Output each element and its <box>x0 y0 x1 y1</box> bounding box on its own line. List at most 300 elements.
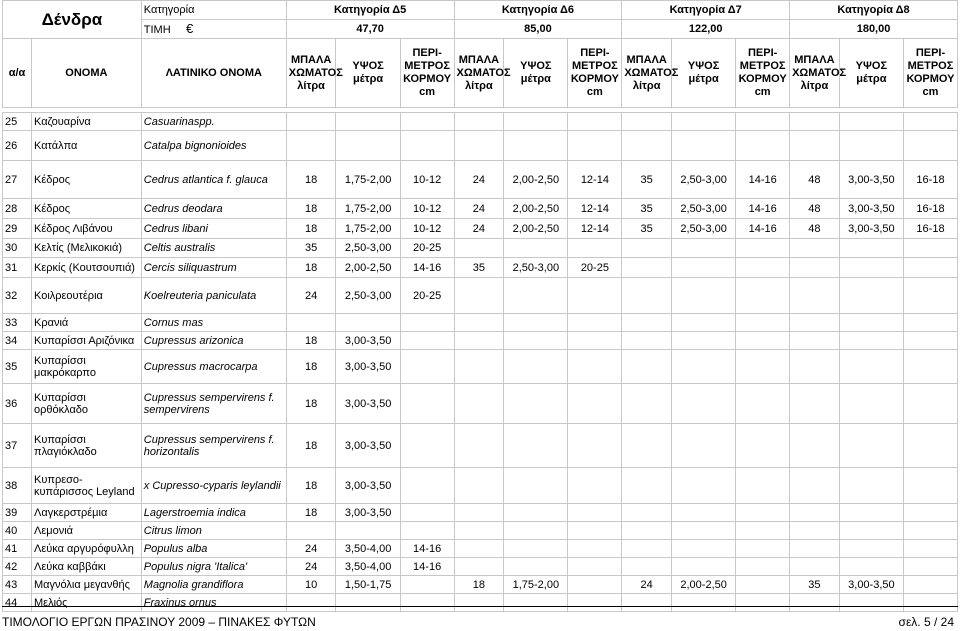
table-row <box>3 558 958 576</box>
row-number: 37 <box>3 424 32 468</box>
row-number: 32 <box>3 278 32 314</box>
value-cell: 2,50-3,00 <box>336 278 400 314</box>
value-cell <box>903 504 957 522</box>
value-cell <box>672 239 736 258</box>
value-cell <box>736 314 790 332</box>
table-row <box>3 131 958 161</box>
value-cell <box>790 424 840 468</box>
value-cell <box>454 332 504 350</box>
value-cell <box>400 424 454 468</box>
value-cell <box>672 468 736 504</box>
row-number: 27 <box>3 161 32 199</box>
price-d5: 47,70 <box>286 20 454 39</box>
height-column-header: ΥΨΟΣ μέτρα <box>504 39 568 108</box>
value-cell: 14-16 <box>400 558 454 576</box>
table-row <box>3 424 958 468</box>
latin-name: Fraxinus ornus <box>141 594 286 612</box>
value-cell <box>790 131 840 161</box>
value-cell <box>568 576 622 594</box>
value-cell <box>454 504 504 522</box>
category-d6: Κατηγορία Δ6 <box>454 1 622 20</box>
value-cell <box>454 424 504 468</box>
value-cell <box>568 558 622 576</box>
value-cell <box>672 113 736 131</box>
height-column-header: ΥΨΟΣ μέτρα <box>672 39 736 108</box>
value-cell <box>736 258 790 278</box>
latin-name: Cedrus libani <box>141 219 286 239</box>
value-cell <box>903 384 957 424</box>
value-cell <box>504 131 568 161</box>
value-cell: 35 <box>622 199 672 219</box>
value-cell <box>454 239 504 258</box>
row-number: 35 <box>3 350 32 384</box>
value-cell <box>903 332 957 350</box>
latin-name: Populus nigra 'Italica' <box>141 558 286 576</box>
value-cell <box>903 314 957 332</box>
col-latin: ΛΑΤΙΝΙΚΟ ΟΝΟΜΑ <box>141 39 286 108</box>
value-cell <box>568 522 622 540</box>
value-cell <box>903 558 957 576</box>
value-cell <box>672 332 736 350</box>
value-cell <box>504 424 568 468</box>
value-cell: 24 <box>286 540 336 558</box>
value-cell <box>672 424 736 468</box>
row-number: 39 <box>3 504 32 522</box>
row-number: 26 <box>3 131 32 161</box>
row-number: 38 <box>3 468 32 504</box>
value-cell <box>790 332 840 350</box>
value-cell: 18 <box>286 258 336 278</box>
value-cell <box>903 239 957 258</box>
value-cell: 18 <box>286 161 336 199</box>
common-name: Κοιλρεουτέρια <box>32 278 142 314</box>
value-cell <box>454 113 504 131</box>
value-cell: 1,75-2,00 <box>336 161 400 199</box>
value-cell: 35 <box>622 161 672 199</box>
latin-name: x Cupresso-cyparis leylandii <box>141 468 286 504</box>
value-cell: 18 <box>286 350 336 384</box>
value-cell <box>568 332 622 350</box>
value-cell <box>504 384 568 424</box>
value-cell <box>736 522 790 540</box>
value-cell: 24 <box>286 278 336 314</box>
value-cell <box>903 113 957 131</box>
value-cell <box>903 350 957 384</box>
page-footer <box>2 606 958 631</box>
value-cell <box>454 384 504 424</box>
value-cell: 2,50-3,00 <box>672 161 736 199</box>
value-cell <box>672 350 736 384</box>
value-cell <box>286 113 336 131</box>
value-cell <box>568 131 622 161</box>
value-cell <box>454 540 504 558</box>
value-cell <box>903 468 957 504</box>
value-cell: 2,50-3,00 <box>672 219 736 239</box>
value-cell: 35 <box>790 576 840 594</box>
value-cell: 24 <box>454 219 504 239</box>
value-cell: 35 <box>454 258 504 278</box>
price-d8: 180,00 <box>790 20 958 39</box>
value-cell <box>672 558 736 576</box>
value-cell <box>839 540 903 558</box>
value-cell: 18 <box>286 468 336 504</box>
table-row <box>3 540 958 558</box>
value-cell <box>622 384 672 424</box>
footer-title: ΤΙΜΟΛΟΓΙΟ ΕΡΓΩΝ ΠΡΑΣΙΝΟΥ 2009 – ΠΙΝΑΚΕΣ ΦΥΤΩΝ <box>2 615 316 629</box>
value-cell <box>903 131 957 161</box>
value-cell <box>504 468 568 504</box>
value-cell <box>790 504 840 522</box>
value-cell: 1,75-2,00 <box>504 576 568 594</box>
value-cell <box>400 131 454 161</box>
latin-name: Cedrus deodara <box>141 199 286 219</box>
value-cell <box>504 350 568 384</box>
common-name: Κερκίς (Κουτσουπιά) <box>32 258 142 278</box>
value-cell: 10-12 <box>400 199 454 219</box>
height-column-header: ΥΨΟΣ μέτρα <box>336 39 400 108</box>
value-cell <box>736 576 790 594</box>
row-number: 36 <box>3 384 32 424</box>
value-cell: 2,50-3,00 <box>504 258 568 278</box>
value-cell: 18 <box>286 332 336 350</box>
latin-name: Citrus limon <box>141 522 286 540</box>
value-cell <box>622 113 672 131</box>
value-cell: 18 <box>286 199 336 219</box>
value-cell <box>568 278 622 314</box>
value-cell <box>903 522 957 540</box>
common-name: Κέδρος <box>32 161 142 199</box>
value-cell <box>336 522 400 540</box>
value-cell: 48 <box>790 219 840 239</box>
value-cell: 20-25 <box>400 278 454 314</box>
value-cell: 20-25 <box>568 258 622 278</box>
table-row <box>3 199 958 219</box>
value-cell <box>790 278 840 314</box>
table-row <box>3 332 958 350</box>
value-cell: 2,50-3,00 <box>672 199 736 219</box>
latin-name: Lagerstroemia indica <box>141 504 286 522</box>
row-number: 33 <box>3 314 32 332</box>
price-table <box>2 0 958 612</box>
perimeter-column-header: ΠΕΡΙ- ΜΕΤΡΟΣ ΚΟΡΜΟΥ cm <box>568 39 622 108</box>
value-cell <box>903 258 957 278</box>
value-cell <box>839 278 903 314</box>
value-cell <box>903 278 957 314</box>
value-cell <box>736 384 790 424</box>
value-cell: 12-14 <box>568 161 622 199</box>
value-cell: 24 <box>454 199 504 219</box>
value-cell <box>454 314 504 332</box>
row-number: 34 <box>3 332 32 350</box>
height-column-header: ΥΨΟΣ μέτρα <box>839 39 903 108</box>
value-cell: 12-14 <box>568 219 622 239</box>
value-cell: 2,00-2,50 <box>336 258 400 278</box>
value-cell <box>790 558 840 576</box>
latin-name: Celtis australis <box>141 239 286 258</box>
value-cell <box>790 314 840 332</box>
table-row <box>3 314 958 332</box>
value-cell: 3,00-3,50 <box>839 219 903 239</box>
value-cell <box>400 384 454 424</box>
value-cell <box>790 522 840 540</box>
table-row <box>3 219 958 239</box>
value-cell <box>568 314 622 332</box>
value-cell <box>454 278 504 314</box>
value-cell <box>839 504 903 522</box>
value-cell <box>839 332 903 350</box>
table-row <box>3 504 958 522</box>
col-name: ΟΝΟΜΑ <box>32 39 142 108</box>
common-name: Κυπαρίσσι μακρόκαρπο <box>32 350 142 384</box>
value-cell <box>839 468 903 504</box>
value-cell <box>286 131 336 161</box>
value-cell <box>672 384 736 424</box>
value-cell <box>736 332 790 350</box>
value-cell: 2,00-2,50 <box>504 219 568 239</box>
value-cell <box>790 239 840 258</box>
value-cell: 3,00-3,50 <box>839 161 903 199</box>
value-cell <box>736 131 790 161</box>
value-cell <box>336 113 400 131</box>
value-cell <box>400 113 454 131</box>
value-cell: 16-18 <box>903 219 957 239</box>
value-cell <box>839 258 903 278</box>
value-cell <box>568 384 622 424</box>
latin-name: Casuarinaspp. <box>141 113 286 131</box>
value-cell <box>454 522 504 540</box>
price-label: ΤΙΜΗ € <box>141 20 286 39</box>
latin-name: Cupressus sempervirens f. horizontalis <box>141 424 286 468</box>
value-cell <box>839 384 903 424</box>
value-cell: 1,50-1,75 <box>336 576 400 594</box>
value-cell <box>736 113 790 131</box>
common-name: Λεύκα καββάκι <box>32 558 142 576</box>
perimeter-column-header: ΠΕΡΙ- ΜΕΤΡΟΣ ΚΟΡΜΟΥ cm <box>400 39 454 108</box>
value-cell: 10-12 <box>400 161 454 199</box>
common-name: Κυπαρίσσι Αριζόνικα <box>32 332 142 350</box>
value-cell: 18 <box>286 384 336 424</box>
value-cell <box>504 558 568 576</box>
row-number: 40 <box>3 522 32 540</box>
value-cell <box>622 540 672 558</box>
value-cell <box>839 239 903 258</box>
ball-column-header: ΜΠΑΛΑ ΧΩΜΑΤΟΣ λίτρα <box>622 39 672 108</box>
value-cell <box>568 424 622 468</box>
value-cell <box>336 314 400 332</box>
value-cell: 2,00-2,50 <box>672 576 736 594</box>
value-cell <box>400 332 454 350</box>
value-cell: 3,00-3,50 <box>336 424 400 468</box>
common-name: Κέδρος Λιβάνου <box>32 219 142 239</box>
common-name: Κελτίς (Μελικοκιά) <box>32 239 142 258</box>
common-name: Μαγνόλια μεγανθής <box>32 576 142 594</box>
table-row <box>3 239 958 258</box>
latin-name: Catalpa bignonioides <box>141 131 286 161</box>
value-cell: 24 <box>622 576 672 594</box>
value-cell <box>400 314 454 332</box>
table-row <box>3 522 958 540</box>
value-cell <box>622 332 672 350</box>
value-cell: 14-16 <box>736 219 790 239</box>
value-cell <box>504 278 568 314</box>
value-cell <box>622 258 672 278</box>
value-cell <box>622 522 672 540</box>
value-cell <box>504 504 568 522</box>
table-row <box>3 350 958 384</box>
value-cell <box>568 468 622 504</box>
value-cell: 3,00-3,50 <box>839 199 903 219</box>
value-cell <box>568 239 622 258</box>
value-cell: 3,00-3,50 <box>336 384 400 424</box>
value-cell <box>790 384 840 424</box>
value-cell <box>903 576 957 594</box>
row-number: 31 <box>3 258 32 278</box>
value-cell: 3,00-3,50 <box>336 504 400 522</box>
value-cell <box>736 424 790 468</box>
common-name: Λεμονιά <box>32 522 142 540</box>
value-cell <box>622 314 672 332</box>
value-cell <box>568 113 622 131</box>
value-cell <box>400 350 454 384</box>
row-number: 42 <box>3 558 32 576</box>
value-cell <box>454 131 504 161</box>
value-cell <box>672 540 736 558</box>
value-cell <box>903 540 957 558</box>
col-aa: α/α <box>3 39 32 108</box>
latin-name: Magnolia grandiflora <box>141 576 286 594</box>
value-cell: 14-16 <box>400 258 454 278</box>
value-cell: 18 <box>286 219 336 239</box>
value-cell: 2,50-3,00 <box>336 239 400 258</box>
latin-name: Cupressus arizonica <box>141 332 286 350</box>
value-cell <box>672 278 736 314</box>
value-cell <box>672 522 736 540</box>
value-cell <box>504 239 568 258</box>
value-cell <box>504 522 568 540</box>
value-cell <box>672 314 736 332</box>
table-row <box>3 278 958 314</box>
common-name: Κυπαρίσσι πλαγιόκλαδο <box>32 424 142 468</box>
value-cell <box>622 131 672 161</box>
value-cell: 3,00-3,50 <box>336 468 400 504</box>
value-cell: 3,50-4,00 <box>336 558 400 576</box>
category-d5: Κατηγορία Δ5 <box>286 1 454 20</box>
value-cell <box>568 504 622 522</box>
value-cell <box>504 332 568 350</box>
value-cell <box>400 504 454 522</box>
value-cell: 16-18 <box>903 199 957 219</box>
common-name: Κέδρος <box>32 199 142 219</box>
ball-column-header: ΜΠΑΛΑ ΧΩΜΑΤΟΣ λίτρα <box>286 39 336 108</box>
row-number: 41 <box>3 540 32 558</box>
value-cell: 10 <box>286 576 336 594</box>
common-name: Λεύκα αργυρόφυλλη <box>32 540 142 558</box>
value-cell <box>736 468 790 504</box>
value-cell <box>622 504 672 522</box>
value-cell <box>622 239 672 258</box>
row-number: 30 <box>3 239 32 258</box>
value-cell <box>454 468 504 504</box>
perimeter-column-header: ΠΕΡΙ- ΜΕΤΡΟΣ ΚΟΡΜΟΥ cm <box>903 39 957 108</box>
value-cell <box>790 350 840 384</box>
value-cell <box>839 350 903 384</box>
page-title: Δένδρα <box>3 1 142 39</box>
value-cell: 14-16 <box>736 161 790 199</box>
value-cell: 3,00-3,50 <box>839 576 903 594</box>
table-row <box>3 161 958 199</box>
common-name: Λαγκερστρέμια <box>32 504 142 522</box>
value-cell <box>622 558 672 576</box>
category-label: Κατηγορία <box>141 1 286 20</box>
value-cell <box>839 314 903 332</box>
value-cell: 48 <box>790 161 840 199</box>
value-cell <box>903 424 957 468</box>
latin-name: Cupressus macrocarpa <box>141 350 286 384</box>
common-name: Κρανιά <box>32 314 142 332</box>
value-cell: 18 <box>286 424 336 468</box>
value-cell: 14-16 <box>400 540 454 558</box>
value-cell <box>736 350 790 384</box>
value-cell <box>568 540 622 558</box>
value-cell <box>839 424 903 468</box>
value-cell: 24 <box>286 558 336 576</box>
ball-column-header: ΜΠΑΛΑ ΧΩΜΑΤΟΣ λίτρα <box>454 39 504 108</box>
latin-name: Cupressus sempervirens f. sempervirens <box>141 384 286 424</box>
value-cell <box>400 522 454 540</box>
price-d7: 122,00 <box>622 20 790 39</box>
value-cell <box>736 504 790 522</box>
table-row <box>3 113 958 131</box>
row-number: 44 <box>3 594 32 612</box>
value-cell <box>790 468 840 504</box>
value-cell <box>622 350 672 384</box>
value-cell <box>790 113 840 131</box>
value-cell: 2,00-2,50 <box>504 161 568 199</box>
value-cell: 24 <box>454 161 504 199</box>
value-cell <box>736 239 790 258</box>
page-number: σελ. 5 / 24 <box>898 615 954 629</box>
value-cell: 1,75-2,00 <box>336 219 400 239</box>
value-cell <box>622 278 672 314</box>
value-cell <box>622 424 672 468</box>
common-name: Κυπαρίσσι ορθόκλαδο <box>32 384 142 424</box>
value-cell <box>622 468 672 504</box>
value-cell: 12-14 <box>568 199 622 219</box>
value-cell <box>672 504 736 522</box>
category-d8: Κατηγορία Δ8 <box>790 1 958 20</box>
value-cell <box>454 350 504 384</box>
value-cell <box>568 350 622 384</box>
value-cell: 18 <box>286 504 336 522</box>
table-row <box>3 468 958 504</box>
common-name: Κυπρεσο-κυπάρισσος Leyland <box>32 468 142 504</box>
table-row <box>3 258 958 278</box>
latin-name: Populus alba <box>141 540 286 558</box>
euro-icon: € <box>185 20 194 36</box>
row-number: 29 <box>3 219 32 239</box>
value-cell: 35 <box>286 239 336 258</box>
table-row <box>3 384 958 424</box>
value-cell: 10-12 <box>400 219 454 239</box>
price-d6: 85,00 <box>454 20 622 39</box>
value-cell: 20-25 <box>400 239 454 258</box>
value-cell <box>672 258 736 278</box>
value-cell <box>790 540 840 558</box>
value-cell: 2,00-2,50 <box>504 199 568 219</box>
value-cell: 35 <box>622 219 672 239</box>
row-number: 25 <box>3 113 32 131</box>
value-cell <box>504 314 568 332</box>
